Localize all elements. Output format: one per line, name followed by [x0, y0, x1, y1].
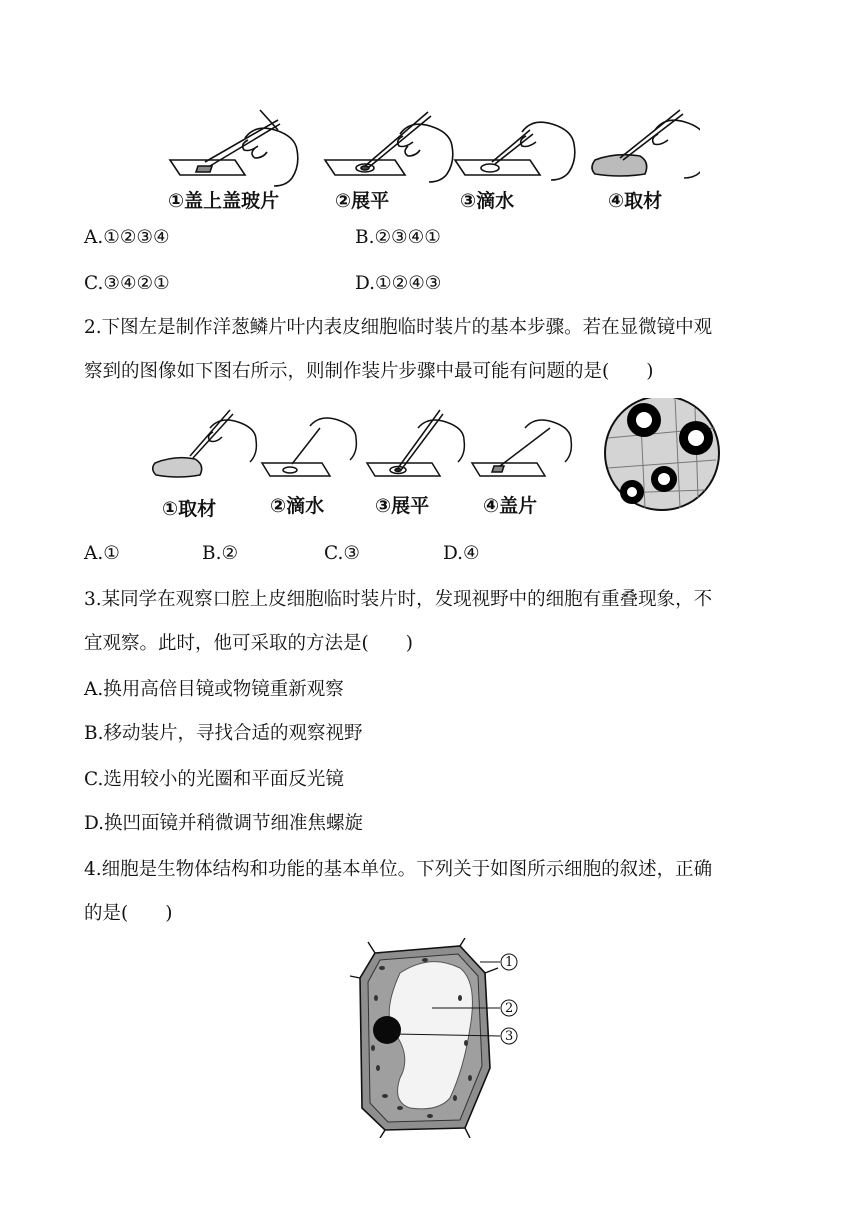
q2-option-d: D.④ [443, 543, 480, 564]
q4-stem-line-2: 的是( ) [84, 903, 173, 924]
cell-label-2: 2 [505, 1001, 514, 1016]
q2-stem-line-1: 2.下图左是制作洋葱鳞片叶内表皮细胞临时装片的基本步骤。若在显微镜中观 [84, 317, 713, 338]
q1-option-c: C.③④②① [84, 273, 170, 294]
q1-option-d: D.①②④③ [355, 273, 442, 294]
q3-stem-line-2: 宜观察。此时，他可采取的方法是( ) [84, 633, 413, 654]
q3-stem-line-1: 3.某同学在观察口腔上皮细胞临时装片时，发现视野中的细胞有重叠现象，不 [84, 589, 713, 610]
q2-option-a: A.① [84, 543, 120, 564]
figure-2-steps [150, 398, 740, 523]
fig1-caption-2: ②展平 [335, 190, 390, 212]
plant-cell-diagram [340, 938, 540, 1138]
microscope-view-drawing [605, 398, 719, 510]
fig1-caption-4: ④取材 [608, 190, 663, 212]
fig1-caption-1: ①盖上盖玻片 [168, 190, 280, 212]
step-spread-drawing [325, 112, 453, 182]
q2-stem-line-2: 察到的图像如下图右所示，则制作装片步骤中最可能有问题的是( ) [84, 361, 654, 382]
q3-option-a: A.换用高倍目镜或物镜重新观察 [84, 679, 344, 700]
step-take-sample-drawing [592, 110, 700, 178]
fig2-caption-2: ②滴水 [270, 495, 325, 517]
q3-option-b: B.移动装片，寻找合适的观察视野 [84, 723, 363, 744]
fig2-caption-4: ④盖片 [483, 495, 538, 517]
q3-option-c: C.选用较小的光圈和平面反光镜 [84, 769, 344, 790]
q3-option-d: D.换凹面镜并稍微调节细准焦螺旋 [84, 813, 364, 834]
q2-option-c: C.③ [324, 543, 360, 564]
fig2-caption-1: ①取材 [162, 498, 217, 520]
q4-stem-line-1: 4.细胞是生物体结构和功能的基本单位。下列关于如图所示细胞的叙述，正确 [84, 859, 713, 880]
q2-option-b: B.② [202, 543, 239, 564]
cell-label-3: 3 [505, 1029, 514, 1044]
fig2-caption-3: ③展平 [375, 495, 430, 517]
q1-option-a: A.①②③④ [84, 227, 170, 248]
q1-option-b: B.②③④① [355, 227, 441, 248]
fig1-caption-3: ③滴水 [460, 190, 515, 212]
cell-label-1: 1 [505, 955, 514, 970]
step-cover-slip-drawing [170, 110, 298, 186]
step-add-water-drawing [455, 122, 575, 180]
figure-1-steps [160, 100, 700, 215]
